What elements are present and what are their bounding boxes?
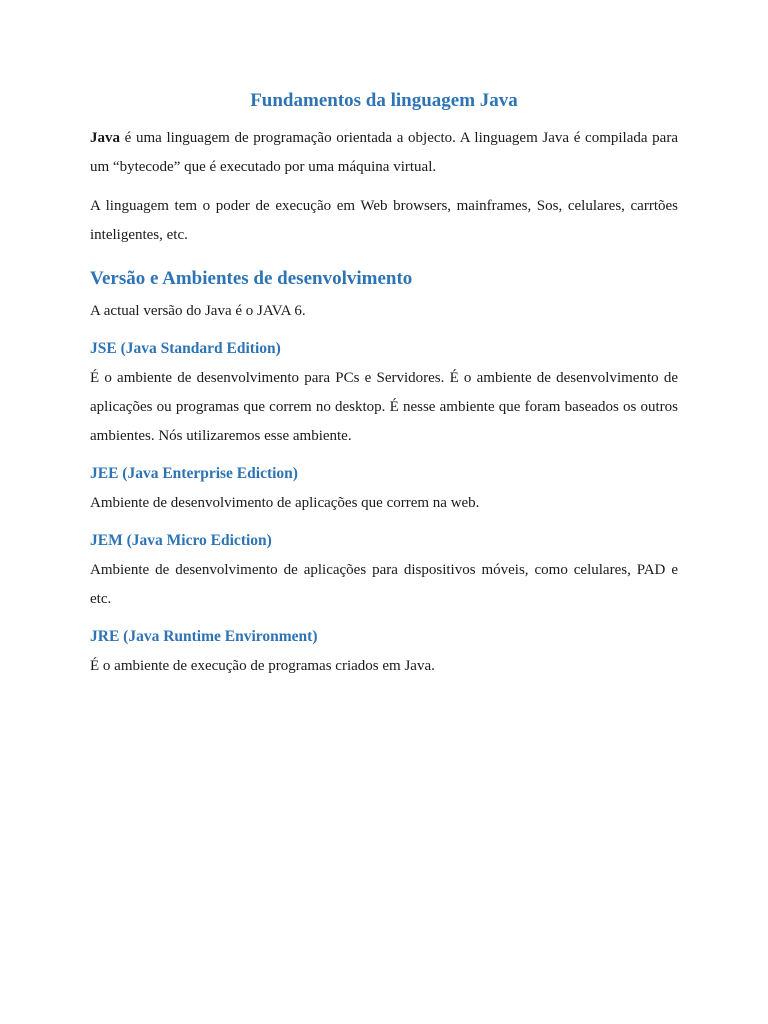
- subsection-text-jre: É o ambiente de execução de programas criados em Java.: [90, 658, 435, 674]
- subsection-text-jee: Ambiente de desenvolvimento de aplicações que correm na web.: [90, 495, 480, 511]
- subsection-heading-jse: JSE (Java Standard Edition): [90, 340, 281, 357]
- subsection-heading-jre: JRE (Java Runtime Environment): [90, 628, 318, 645]
- subsection-heading-jee: JEE (Java Enterprise Ediction): [90, 465, 298, 482]
- subsection-text-jem: Ambiente de desenvolvimento de aplicações para dispositivos móveis, como celulares, PAD e etc.: [90, 562, 678, 607]
- intro-java-bold: Java: [90, 130, 120, 146]
- intro-paragraph-2: A linguagem tem o poder de execução em Web browsers, mainframes, Sos, celulares, carrtões inteligentes, etc.: [90, 198, 678, 243]
- document-content: [90, 88, 678, 681]
- subsection-heading-jem: JEM (Java Micro Ediction): [90, 532, 272, 549]
- intro-paragraph-1: [90, 124, 678, 182]
- section-heading-versions: Versão e Ambientes de desenvolvimento: [90, 268, 413, 289]
- subsection-text-jse: É o ambiente de desenvolvimento para PCs e Servidores. É o ambiente de desenvolvimento de aplicações ou programas que correm no desktop. É nesse ambiente que foram baseados os outros ambientes. Nós utilizaremos esse ambiente.: [90, 370, 678, 444]
- document-title: Fundamentos da linguagem Java: [250, 90, 518, 111]
- section-versions-text: A actual versão do Java é o JAVA 6.: [90, 303, 306, 319]
- intro-paragraph-1-text: é uma linguagem de programação orientada a objecto. A linguagem Java é compilada para um “bytecode” que é executado por uma máquina virtual.: [90, 130, 678, 175]
